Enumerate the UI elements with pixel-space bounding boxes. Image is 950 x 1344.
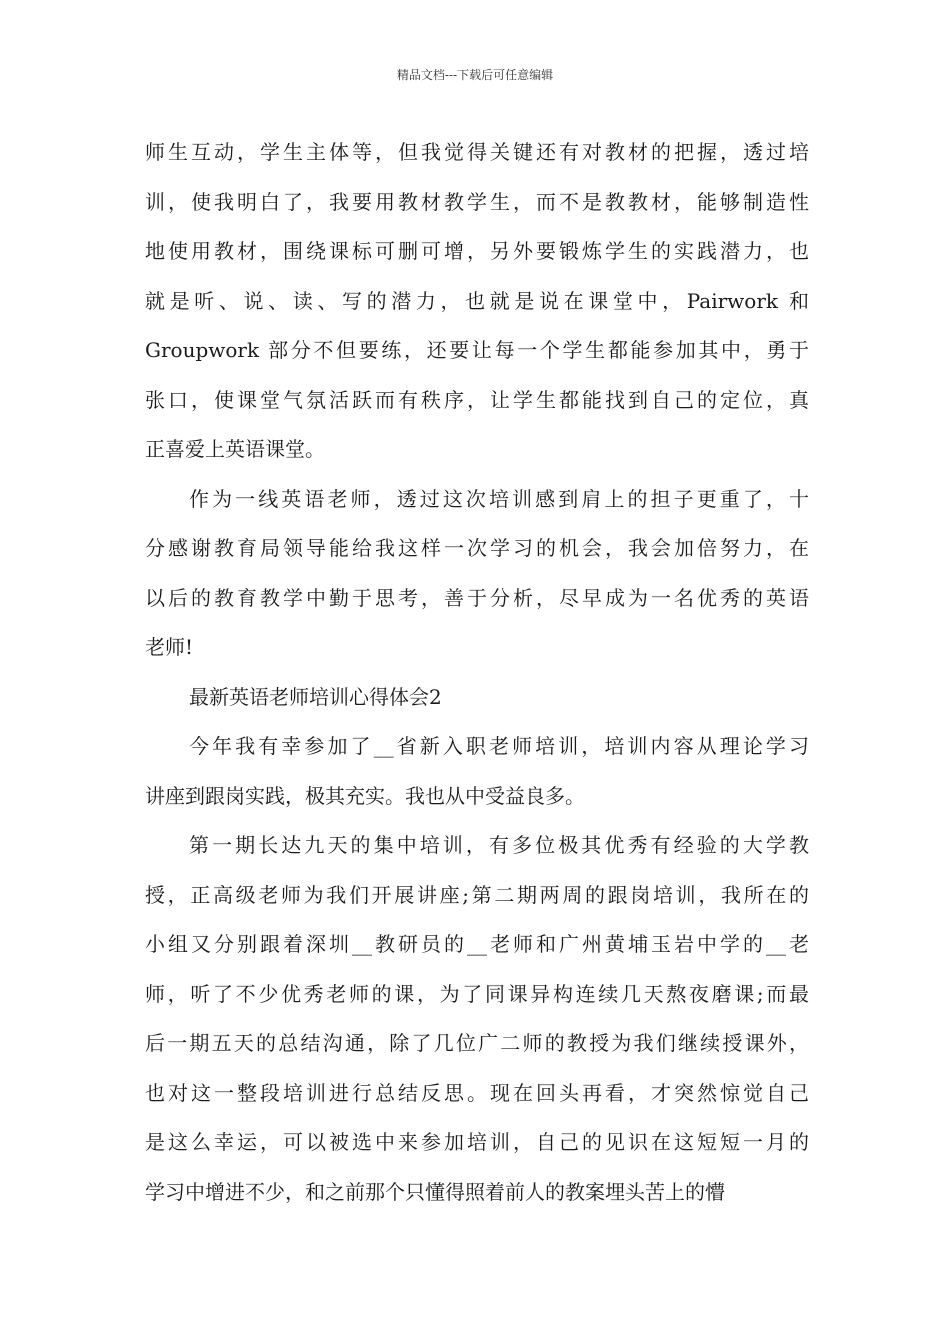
text-line: 小组又分别跟着深圳__教研员的__老师和广州黄埔玉岩中学的__老 (145, 932, 809, 956)
text-line: 师生互动，学生主体等，但我觉得关键还有对教材的把握，透过培 (145, 140, 809, 164)
text-line: 今年我有幸参加了__省新入职老师培训，培训内容从理论学习 (189, 734, 809, 758)
text-line: 正喜爱上英语课堂。 (145, 437, 325, 461)
text-line: 最新英语老师培训心得体会2 (189, 684, 442, 709)
page-header: 精品文档---下载后可任意编辑 (396, 68, 554, 82)
text-line: 师，听了不少优秀老师的课，为了同课异构连续几天熬夜磨课;而最 (145, 981, 809, 1006)
text-line: 也对这一整段培训进行总结反思。现在回头再看，才突然惊觉自己 (145, 1080, 809, 1105)
text-line: 第一期长达九天的集中培训，有多位极其优秀有经验的大学教 (189, 833, 809, 857)
paragraph (145, 821, 809, 1217)
text-line: 以后的教育教学中勤于思考，善于分析，尽早成为一名优秀的英语 (145, 585, 809, 610)
text-line: 讲座到跟岗实践，极其充实。我也从中受益良多。 (145, 783, 585, 808)
text-line: Groupwork 部分不但要练，还要让每一个学生都能参加其中，勇于 (145, 338, 809, 362)
text-line: 作为一线英语老师，透过这次培训感到肩上的担子更重了，十 (189, 486, 809, 511)
document-body (145, 128, 809, 1217)
text-line: 是这么幸运，可以被选中来参加培训，自己的见识在这短短一月的 (145, 1130, 809, 1154)
text-line: 授，正高级老师为我们开展讲座;第二期两周的跟岗培训，我所在的 (145, 882, 809, 907)
paragraph (145, 475, 809, 673)
text-line: 老师! (145, 635, 194, 659)
text-line: 后一期五天的总结沟通，除了几位广二师的教授为我们继续授课外， (145, 1031, 809, 1055)
paragraph (145, 128, 809, 475)
text-line: 分感谢教育局领导能给我这样一次学习的机会，我会加倍努力，在 (145, 536, 809, 560)
text-line: 地使用教材，围绕课标可删可增，另外要锻炼学生的实践潜力，也 (145, 239, 809, 263)
text-line: 训，使我明白了，我要用教材教学生，而不是教教材，能够制造性 (145, 189, 809, 214)
text-line: 张口，使课堂气氛活跃而有秩序，让学生都能找到自己的定位，真 (145, 387, 809, 412)
paragraph (145, 673, 809, 723)
paragraph (145, 722, 809, 821)
text-line: 学习中增进不少，和之前那个只懂得照着前人的教案埋头苦上的懵 (145, 1179, 725, 1204)
text-line: 就是听、说、读、写的潜力，也就是说在课堂中，Pairwork 和 (145, 288, 809, 313)
